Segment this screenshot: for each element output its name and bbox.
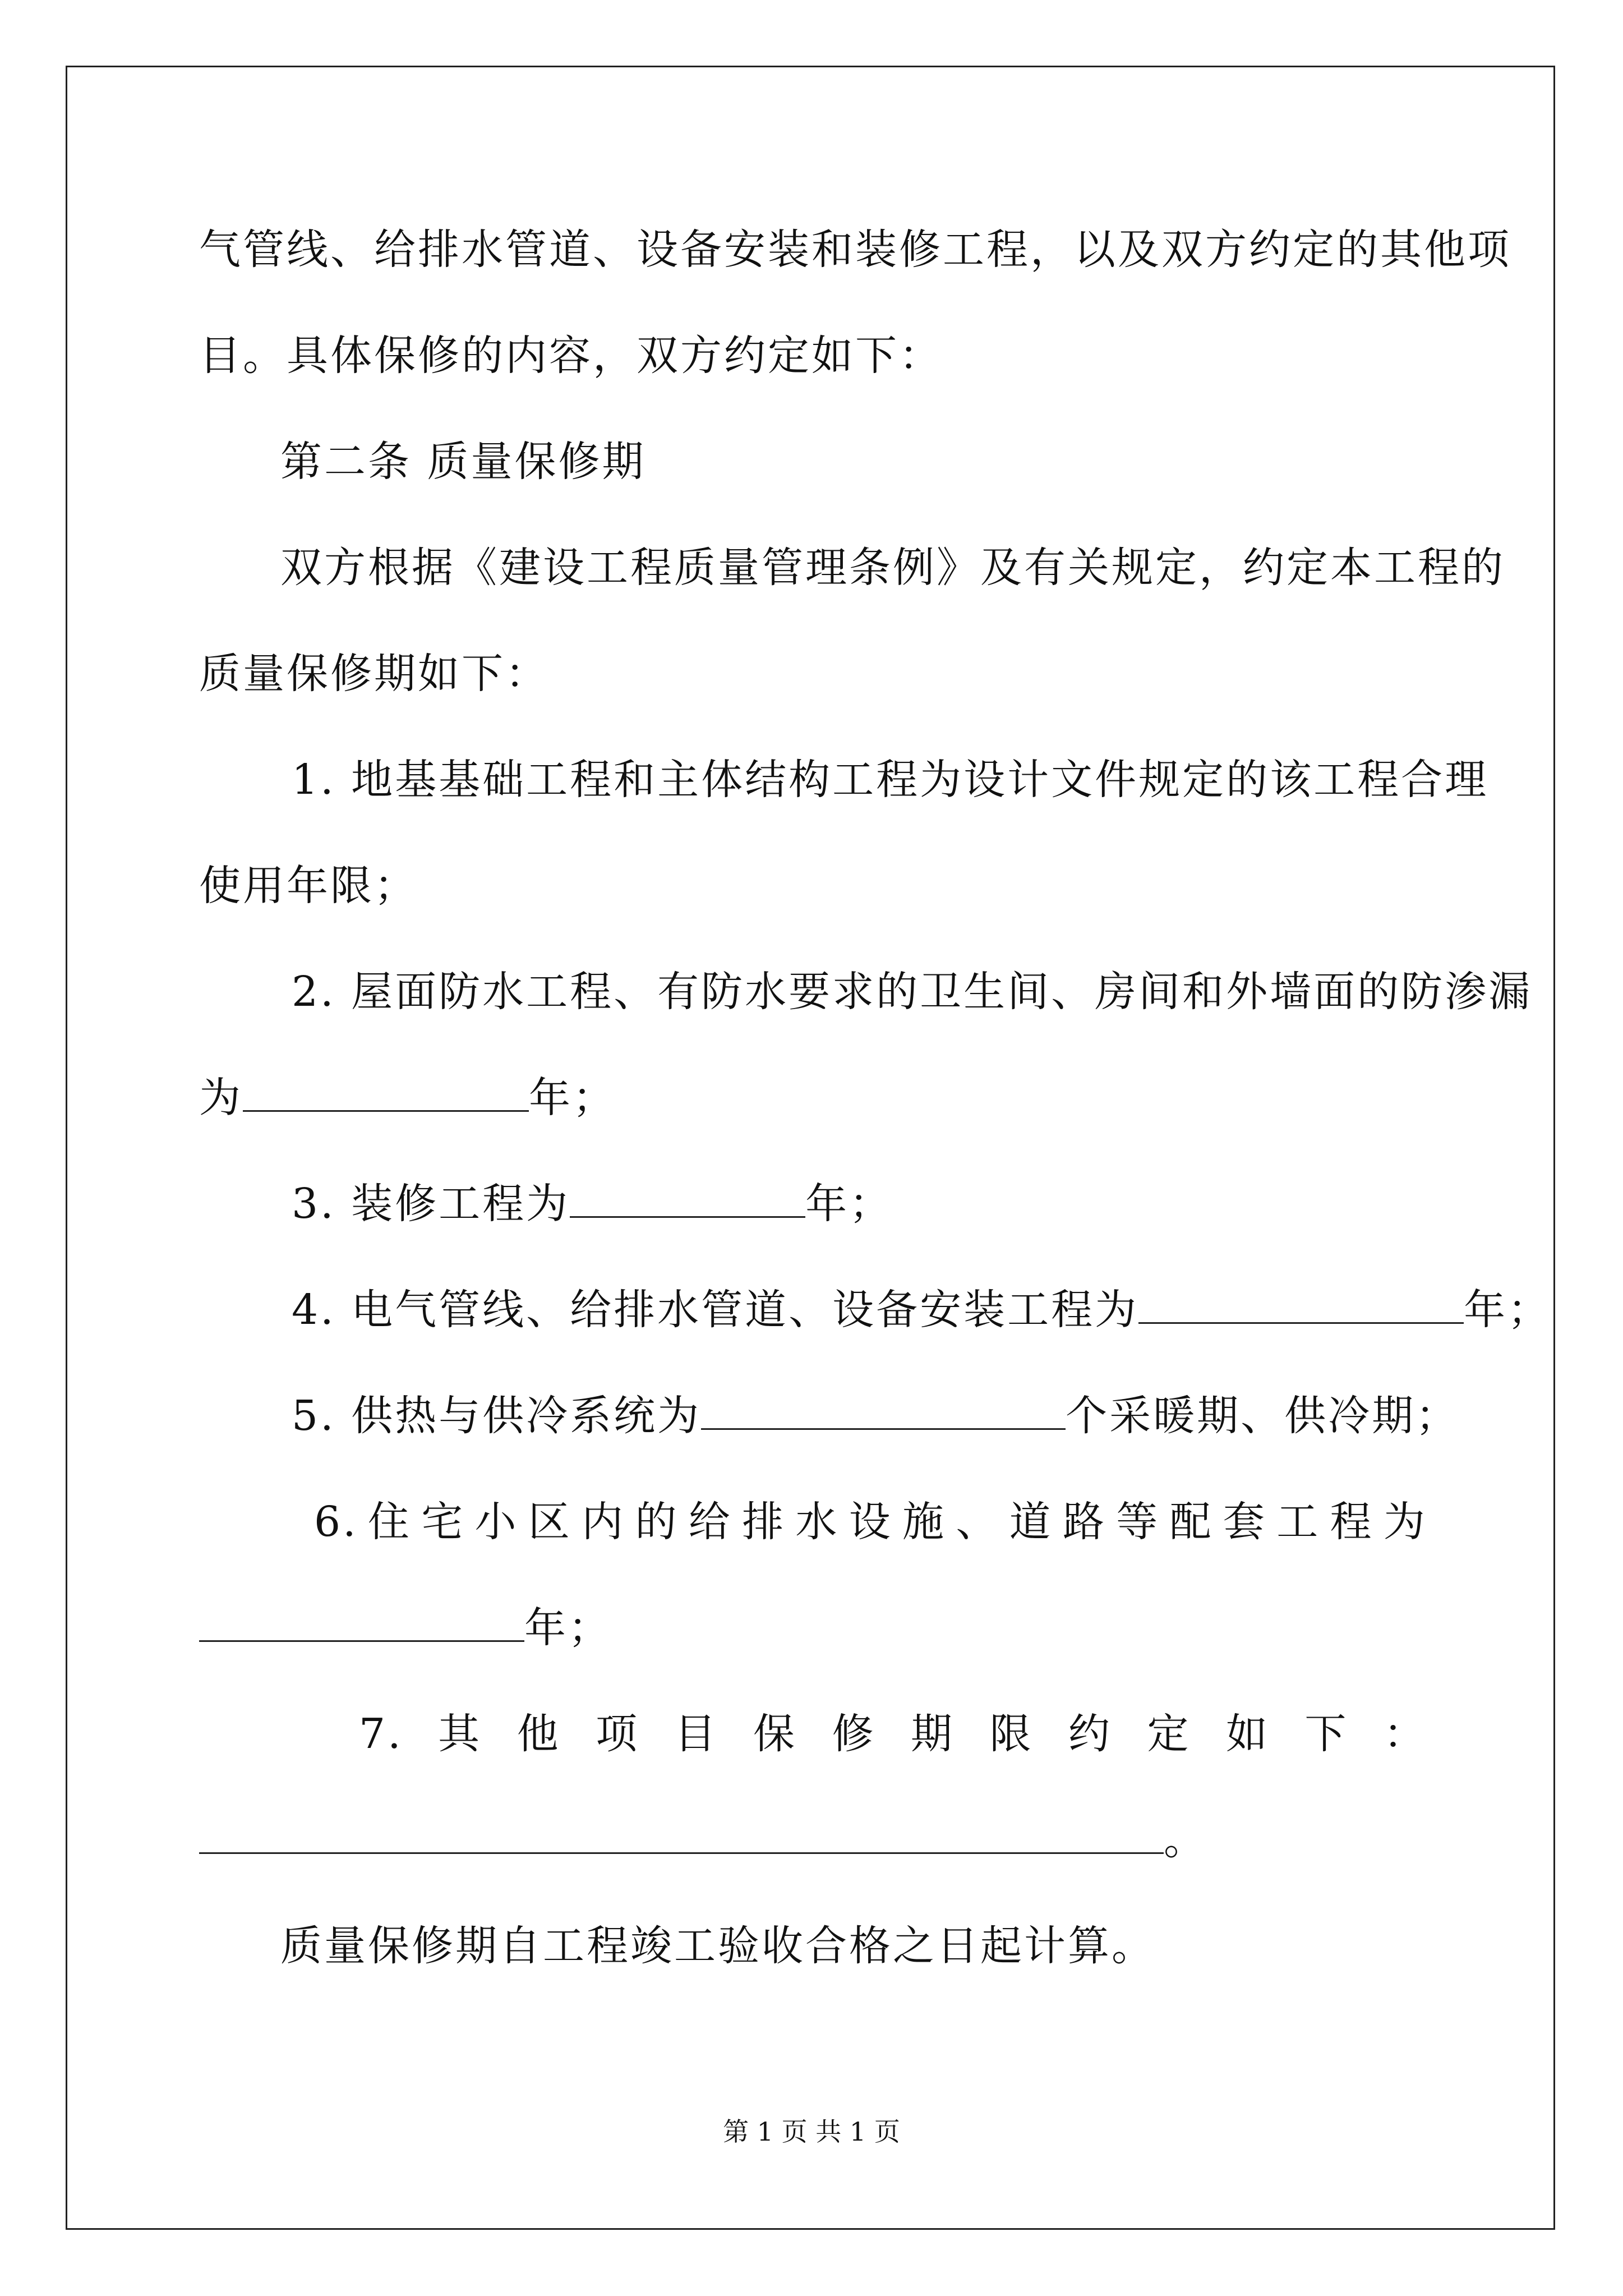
list-item-2-cont <box>199 1070 1427 1126</box>
char: 的 <box>635 1498 679 1546</box>
char: 道 <box>1009 1498 1053 1546</box>
fill-in-blank[interactable] <box>243 1076 529 1112</box>
text-fragment: 。 <box>1164 1816 1207 1864</box>
char: 套 <box>1223 1498 1267 1546</box>
char: 等 <box>1116 1498 1160 1546</box>
list-item-7 <box>359 1706 1427 1762</box>
char: 施 <box>902 1498 947 1546</box>
char: 修 <box>832 1710 876 1758</box>
char: 设 <box>849 1498 893 1546</box>
list-item-6-cont <box>199 1600 1427 1656</box>
list-item-1: 1. 地基基础工程和主体结构工程为设计文件规定的该工程合理 <box>292 756 1489 804</box>
char: 宅 <box>421 1498 465 1546</box>
char: 配 <box>1169 1498 1214 1546</box>
text-fragment: 年； <box>529 1074 616 1122</box>
paragraph-line: 双方根据《建设工程质量管理条例》及有关规定，约定本工程的 <box>280 544 1505 592</box>
text-fragment: 为 <box>199 1074 243 1122</box>
fill-in-blank[interactable] <box>701 1395 1066 1430</box>
char: 项 <box>596 1710 640 1758</box>
list-item-7-cont <box>199 1812 1427 1868</box>
list-item-3 <box>292 1176 1427 1232</box>
char: 工 <box>1276 1498 1321 1546</box>
char: 区 <box>528 1498 572 1546</box>
char: 内 <box>582 1498 626 1546</box>
list-item-4 <box>292 1282 1552 1338</box>
text-fragment: 年； <box>1464 1286 1552 1334</box>
text-fragment: 4. 电气管线、给排水管道、设备安装工程为 <box>292 1286 1139 1334</box>
char: 小 <box>474 1498 519 1546</box>
char: 下 <box>1304 1710 1349 1758</box>
char: 6. <box>314 1498 358 1546</box>
fill-in-blank[interactable] <box>1138 1289 1464 1324</box>
list-item-5 <box>292 1388 1460 1444</box>
char: 程 <box>1330 1498 1374 1546</box>
list-item-1-cont: 使用年限； <box>199 862 418 910</box>
char: ： <box>1383 1710 1427 1758</box>
char: 路 <box>1062 1498 1106 1546</box>
text-fragment: 5. 供热与供冷系统为 <box>292 1392 702 1440</box>
char: 约 <box>1068 1710 1112 1758</box>
paragraph-line: 目。具体保修的内容，双方约定如下： <box>199 332 943 380</box>
char: 住 <box>367 1498 412 1546</box>
fill-in-blank[interactable] <box>199 1819 1164 1854</box>
page-footer: 第 1 页 共 1 页 <box>723 2116 900 2147</box>
char: 排 <box>742 1498 786 1546</box>
text-fragment: 个采暖期、供冷期； <box>1066 1392 1460 1440</box>
text-fragment: 年； <box>524 1604 612 1652</box>
char: 限 <box>989 1710 1034 1758</box>
char: 如 <box>1225 1710 1270 1758</box>
section-heading: 第二条 质量保修期 <box>280 438 646 486</box>
char: 目 <box>674 1710 718 1758</box>
list-item-2: 2. 屋面防水工程、有防水要求的卫生间、房间和外墙面的防渗漏 <box>292 968 1533 1016</box>
char: 给 <box>688 1498 732 1546</box>
list-item-6 <box>314 1494 1427 1550</box>
char: 、 <box>956 1498 1000 1546</box>
char: 保 <box>753 1710 797 1758</box>
paragraph-line: 质量保修期自工程竣工验收合格之日起计算。 <box>280 1922 1155 1970</box>
fill-in-blank[interactable] <box>199 1607 524 1642</box>
char: 其 <box>438 1710 482 1758</box>
char: 期 <box>911 1710 955 1758</box>
fill-in-blank[interactable] <box>570 1182 805 1218</box>
char: 他 <box>517 1710 561 1758</box>
char: 定 <box>1147 1710 1191 1758</box>
text-fragment: 3. 装修工程为 <box>292 1180 570 1228</box>
char: 7. <box>359 1710 403 1758</box>
page-border <box>66 66 1555 2230</box>
char: 水 <box>795 1498 840 1546</box>
text-fragment: 年； <box>805 1180 893 1228</box>
char: 为 <box>1383 1498 1427 1546</box>
paragraph-line: 气管线、给排水管道、设备安装和装修工程，以及双方约定的其他项 <box>199 226 1511 274</box>
paragraph-line: 质量保修期如下： <box>199 650 549 698</box>
